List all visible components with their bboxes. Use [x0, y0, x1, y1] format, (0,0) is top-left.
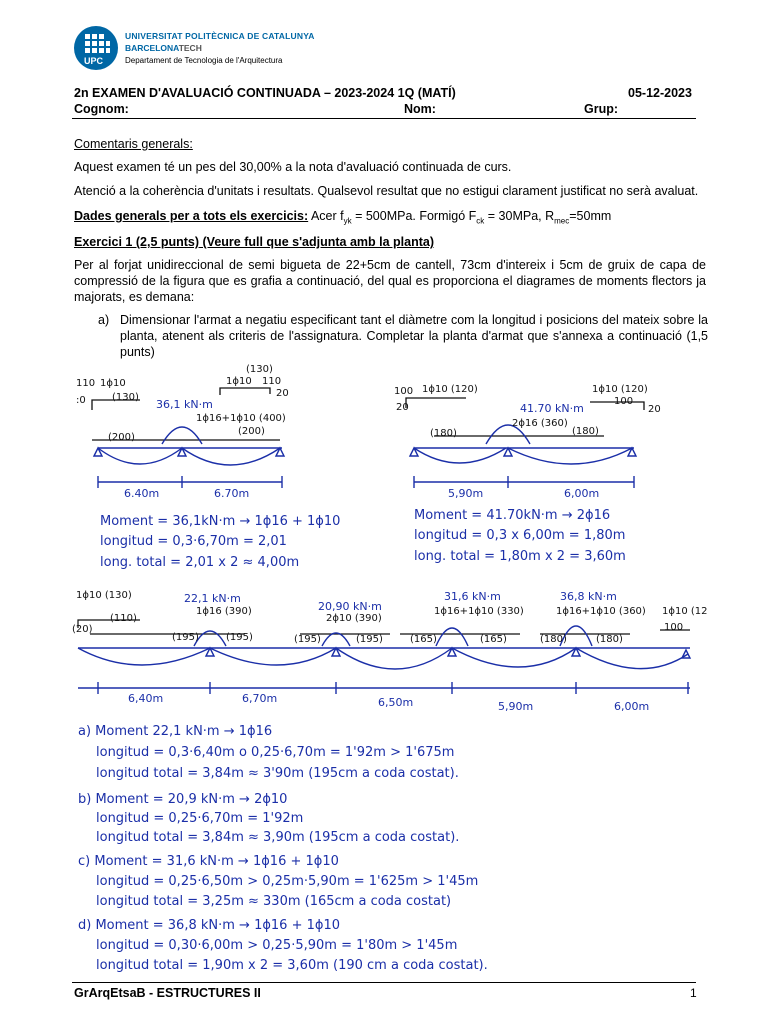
gd-t2: = 500MPa. Formigó F — [351, 209, 477, 223]
d3-b1: 1ϕ16 (390) — [196, 606, 252, 617]
d3-m2: 20,90 kN·m — [318, 600, 382, 613]
nom-label: Nom: — [404, 102, 436, 116]
d1-top-mid-a: (130) — [246, 364, 273, 375]
upc-logo — [74, 26, 118, 70]
d3-l6: (165) — [480, 634, 507, 645]
footer-rule — [72, 982, 696, 983]
footer-left: GrArqEtsaB - ESTRUCTURES II — [74, 986, 261, 1000]
d2-top-left-c: 20 — [396, 402, 409, 413]
calc-c1: c) Moment = 31,6 kN·m → 1ϕ16 + 1ϕ10 — [78, 854, 339, 869]
d3-m1: 22,1 kN·m — [184, 592, 241, 605]
gd-t4: =50mm — [569, 209, 612, 223]
d3-m4: 36,8 kN·m — [560, 590, 617, 603]
d2-top-right-c: 20 — [648, 404, 661, 415]
university-barcelonatech — [125, 43, 202, 53]
d1-moment: 36,1 kN·m — [156, 398, 213, 411]
d3-l5: (165) — [410, 634, 437, 645]
exam-date: 05-12-2023 — [628, 86, 692, 100]
d3-end-left-b: (20) — [72, 624, 93, 635]
d2-top-right-a: 1ϕ10 (120) — [592, 384, 648, 395]
d1-top-left-a: 110 — [76, 378, 96, 389]
d2-calc3: long. total = 1,80m x 2 = 3,60m — [414, 549, 626, 564]
d3-b4: 1ϕ16+1ϕ10 (360) — [556, 606, 646, 617]
d2-moment-span1 — [414, 448, 506, 463]
d3-m3: 31,6 kN·m — [444, 590, 501, 603]
d3-end-left: 1ϕ10 (130) — [76, 590, 132, 601]
d1-top-left-b: 1ϕ10 — [100, 378, 126, 389]
tech-text: TECH — [178, 43, 202, 53]
d1-top-left-c: :0 — [76, 395, 86, 406]
gd-fyk: yk — [343, 216, 352, 226]
gd-t3: = 30MPa, R — [484, 209, 555, 223]
d3-span5 — [576, 648, 688, 669]
item-a-text: Dimensionar l'armat a negatiu especificant tant el diàmetre com la longitud i posicions del mateix sobre la planta, atenent als criteris de l'assignatura. Completar la planta d'armat que s'annexa a continuació (1,5 punts) — [120, 313, 708, 359]
d1-top-mid-b: 1ϕ10 — [226, 376, 252, 387]
calc-d3: longitud total = 1,90m x 2 = 3,60m (190 cm a coda costat). — [96, 958, 488, 973]
d2-span2: 6,00m — [564, 487, 600, 500]
d3-span-3: 6,50m — [378, 696, 414, 709]
general-data — [74, 208, 611, 230]
d3-l1: (195) — [172, 632, 199, 643]
d2-top-right-b: 100 — [614, 396, 634, 407]
d2-right-len: (180) — [572, 426, 599, 437]
calc-d1: d) Moment = 36,8 kN·m → 1ϕ16 + 1ϕ10 — [78, 918, 340, 933]
d1-top-left-d: (130) — [112, 392, 139, 403]
diagram-1 — [70, 370, 310, 510]
calc-a2: longitud = 0,3·6,40m o 0,25·6,70m = 1'92m > 1'675m — [96, 745, 455, 760]
d2-top-left-a: 100 — [394, 386, 414, 397]
d1-moment-span1 — [98, 448, 182, 464]
logo-text: UPC — [84, 56, 104, 66]
university-name: UNIVERSITAT POLITÈCNICA DE CATALUNYA — [125, 31, 315, 41]
calc-b1: b) Moment = 20,9 kN·m → 2ϕ10 — [78, 792, 288, 807]
d3-end-left-c: (110) — [110, 613, 137, 624]
d3-span-5: 6,00m — [614, 700, 650, 713]
comments-p1: Aquest examen té un pes del 30,00% a la nota d'avaluació continuada de curs. — [74, 160, 512, 174]
d1-bars: 1ϕ16+1ϕ10 (400) — [196, 413, 286, 424]
d1-top-mid-c: 110 — [262, 376, 282, 387]
d1-left-len: (200) — [108, 432, 135, 443]
calc-b3: longitud total = 3,84m ≈ 3,90m (195cm a coda costat). — [96, 830, 460, 845]
d3-span-1: 6,40m — [128, 692, 164, 705]
d1-calc1: Moment = 36,1kN·m → 1ϕ16 + 1ϕ10 — [100, 514, 341, 529]
exercise1-heading-text: Exercici 1 (2,5 punts) (Veure full que s'adjunta amb la planta) — [74, 235, 435, 249]
barcelona-text: BARCELONA — [125, 43, 179, 53]
d1-top-mid-d: 20 — [276, 388, 289, 399]
d3-l4: (195) — [356, 634, 383, 645]
d3-l7: (180) — [540, 634, 567, 645]
grup-label: Grup: — [584, 102, 619, 116]
d2-moment: 41.70 kN·m — [520, 402, 584, 415]
d3-span4 — [452, 648, 576, 667]
cognom-label: Cognom: — [74, 102, 129, 116]
calc-a1: a) Moment 22,1 kN·m → 1ϕ16 — [78, 724, 273, 739]
d2-left-len: (180) — [430, 428, 457, 439]
d3-l8: (180) — [596, 634, 623, 645]
page-number: 1 — [690, 986, 697, 1000]
d2-calc1: Moment = 41.70kN·m → 2ϕ16 — [414, 508, 611, 523]
d2-bars: 2ϕ16 (360) — [512, 418, 568, 429]
department-name: Departament de Tecnologia de l'Arquitectura — [125, 56, 283, 65]
d1-support-1 — [94, 448, 102, 456]
d2-top-left-b: 1ϕ10 (120) — [422, 384, 478, 395]
general-data-heading: Dades generals per a tots els exercicis: — [74, 209, 309, 223]
header-rule — [72, 118, 696, 119]
d3-b3: 1ϕ16+1ϕ10 (330) — [434, 606, 524, 617]
comments-heading-text: Comentaris generals: — [74, 137, 193, 151]
d1-moment-peak — [162, 427, 202, 444]
d3-end-right-b: 100 — [664, 622, 684, 633]
d3-b2: 2ϕ10 (390) — [326, 613, 382, 624]
calc-c2: longitud = 0,25·6,50m > 0,25m·5,90m = 1'625m > 1'45m — [96, 874, 479, 889]
calc-a3: longitud total = 3,84m ≈ 3'90m (195cm a coda costat). — [96, 766, 459, 781]
exercise1-heading — [74, 234, 434, 250]
exam-title: 2n EXAMEN D'AVALUACIÓ CONTINUADA – 2023-2024 1Q (MATÍ) — [74, 86, 456, 100]
d3-span-2: 6,70m — [242, 692, 278, 705]
d2-moment-span2 — [508, 448, 632, 464]
d3-l2: (195) — [226, 632, 253, 643]
d2-calc2: longitud = 0,3 x 6,00m = 1,80m — [414, 528, 626, 543]
d1-calc2: longitud = 0,3·6,70m = 2,01 — [100, 534, 287, 549]
d3-span2 — [210, 648, 336, 665]
calc-b2: longitud = 0,25·6,70m = 1'92m — [96, 811, 304, 826]
d1-span2: 6.70m — [214, 487, 250, 500]
d1-top-mid-bar — [220, 388, 270, 395]
comments-p2: Atenció a la coherència d'unitats i resultats. Qualsevol resultat que no estigui clarament justificat no serà avaluat. — [74, 184, 699, 198]
gd-fck: ck — [476, 216, 485, 226]
exercise1-statement: Per al forjat unidireccional de semi bigueta de 22+5cm de cantell, 73cm d'intereix i 5cm de gruix de capa de compressió de la figura que es grafia a continuació, del qual es proporciona el diagrames de moments flectors ja majorats, es demana: — [74, 258, 706, 304]
gd-t1: Acer f — [308, 209, 344, 223]
item-a-label: a) — [98, 313, 110, 327]
d2-span1: 5,90m — [448, 487, 484, 500]
gd-rmec: mec — [554, 216, 570, 226]
d3-span3 — [336, 648, 452, 669]
d3-span-4: 5,90m — [498, 700, 534, 713]
d1-right-len: (200) — [238, 426, 265, 437]
d3-end-right: 1ϕ10 (12 — [662, 606, 708, 617]
d1-calc3: long. total = 2,01 x 2 ≈ 4,00m — [100, 555, 300, 570]
calc-c3: longitud total = 3,25m ≈ 330m (165cm a coda costat) — [96, 894, 452, 909]
d3-span1 — [78, 648, 210, 665]
d1-moment-span2 — [182, 448, 280, 465]
d3-l3: (195) — [294, 634, 321, 645]
comments-heading — [74, 136, 193, 152]
d1-span1: 6.40m — [124, 487, 160, 500]
calc-d2: longitud = 0,30·6,00m > 0,25·5,90m = 1'80m > 1'45m — [96, 938, 458, 953]
